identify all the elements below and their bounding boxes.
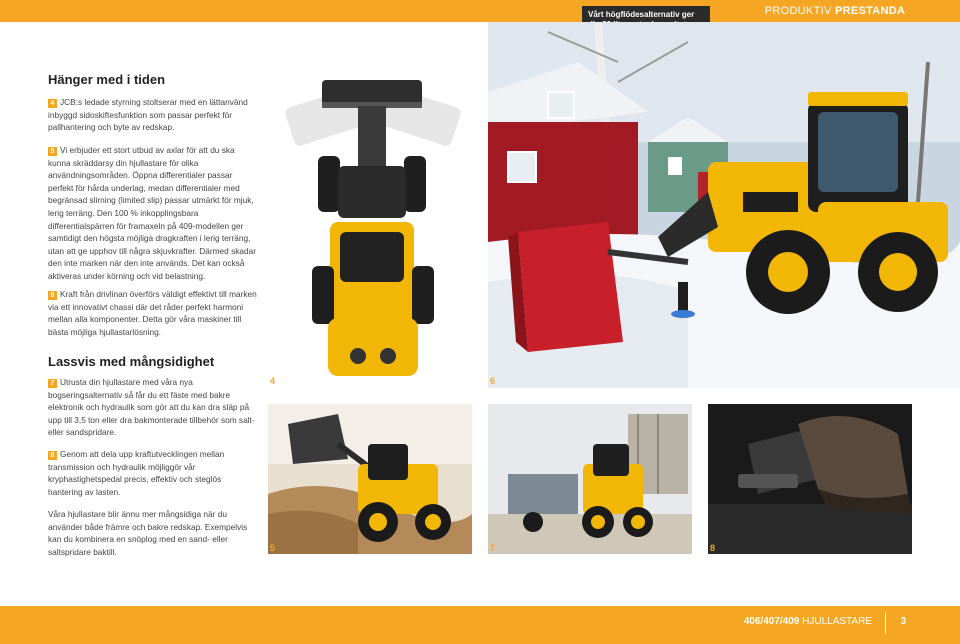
badge-4: 4 xyxy=(48,99,57,108)
feature-callout: Vårt högflödesalternativ ger xyxy=(582,6,710,50)
image-label-8: 8 xyxy=(710,543,716,553)
image-label-6: 6 xyxy=(490,376,496,386)
paragraph-4-text: JCB:s ledade styrning stoltserar med en lättanvänd inbyggd sidoskiftesfunktion som passar perfekt för pallhantering och byte av redskap. xyxy=(48,97,248,133)
page-number: 3 xyxy=(900,616,906,627)
badge-5: 5 xyxy=(48,147,57,156)
photo-loader-topdown xyxy=(278,66,468,386)
footer-models: 406/407/409 xyxy=(743,616,800,627)
footer-separator xyxy=(885,612,886,634)
section-header xyxy=(750,0,920,22)
footer-product-line xyxy=(744,616,872,627)
image-label-4: 4 xyxy=(270,376,276,386)
badge-6: 6 xyxy=(48,291,57,300)
photo-loader-digging xyxy=(268,404,472,554)
paragraph-8 xyxy=(48,448,258,498)
section-header-thin: PRODUKTIV xyxy=(764,5,832,17)
image-label-7: 7 xyxy=(490,543,496,553)
paragraph-6-text: Kraft från drivlinan överförs väldigt effektivt till marken via ett innovativt chassi där det råder perfekt harmoni mellan alla komponenter. Detta gör våra maskiner till bästa möjliga hjullastarlösning. xyxy=(48,289,257,337)
paragraph-7-text: Utrusta din hjullastare med våra nya bogseringsalternativ så får du ett fäste med bakre elektronik och hydraulik som gör att du kan dra släp på upp till 3,5 ton eller dra bakmonterade tillbehör som salt- eller sandspridare. xyxy=(48,377,255,438)
paragraph-7 xyxy=(48,376,258,439)
paragraph-9: Våra hjullastare blir ännu mer mångsidiga när du använder både främre och bakre redskap. Exempelvis kan du kombinera en snöplog med en sand- eller saltspridare baktill. xyxy=(48,509,248,557)
section-title-2: Lassvis med mångsidighet xyxy=(48,354,215,369)
badge-7: 7 xyxy=(48,379,57,388)
photo-inching-pedal xyxy=(708,404,912,554)
photo-loader-trailer xyxy=(488,404,692,554)
badge-8: 8 xyxy=(48,451,57,460)
paragraph-5-text: Vi erbjuder ett stort utbud av axlar för att du ska kunna skräddarsy din hjullastare för olika användningsområden. Öppna differentialer passar perfekt för hårda underlag, medan differentialer med begränsad slirning (limited slip) passar utmärkt för mjuk, lerig terräng. Den 100 % inkopplingsbara differentialspärren för framaxeln på 409-modellen ger samtidigt den högsta möjliga dragkraften i lerig terräng, utan att ge upphov till några skjuvkrafter. Därmed skadar den inte marken när den inte används. Det kan också aktiveras under körning och vid belastning. xyxy=(48,145,256,281)
photo-snowplow xyxy=(488,22,960,388)
paragraph-4 xyxy=(48,96,258,134)
paragraph-8-text: Genom att dela upp kraftutvecklingen mellan transmission och hydraulik möjliggör vår kryphastighetspedal precis, effektiv och steglös hantering av lasten. xyxy=(48,449,225,497)
image-label-5: 5 xyxy=(270,543,276,553)
footer-product: HJULLASTARE xyxy=(802,616,872,627)
section-header-bold: PRESTANDA xyxy=(834,5,906,17)
section-title-1: Hänger med i tiden xyxy=(48,72,166,87)
paragraph-5 xyxy=(48,144,258,283)
paragraph-6 xyxy=(48,288,258,338)
